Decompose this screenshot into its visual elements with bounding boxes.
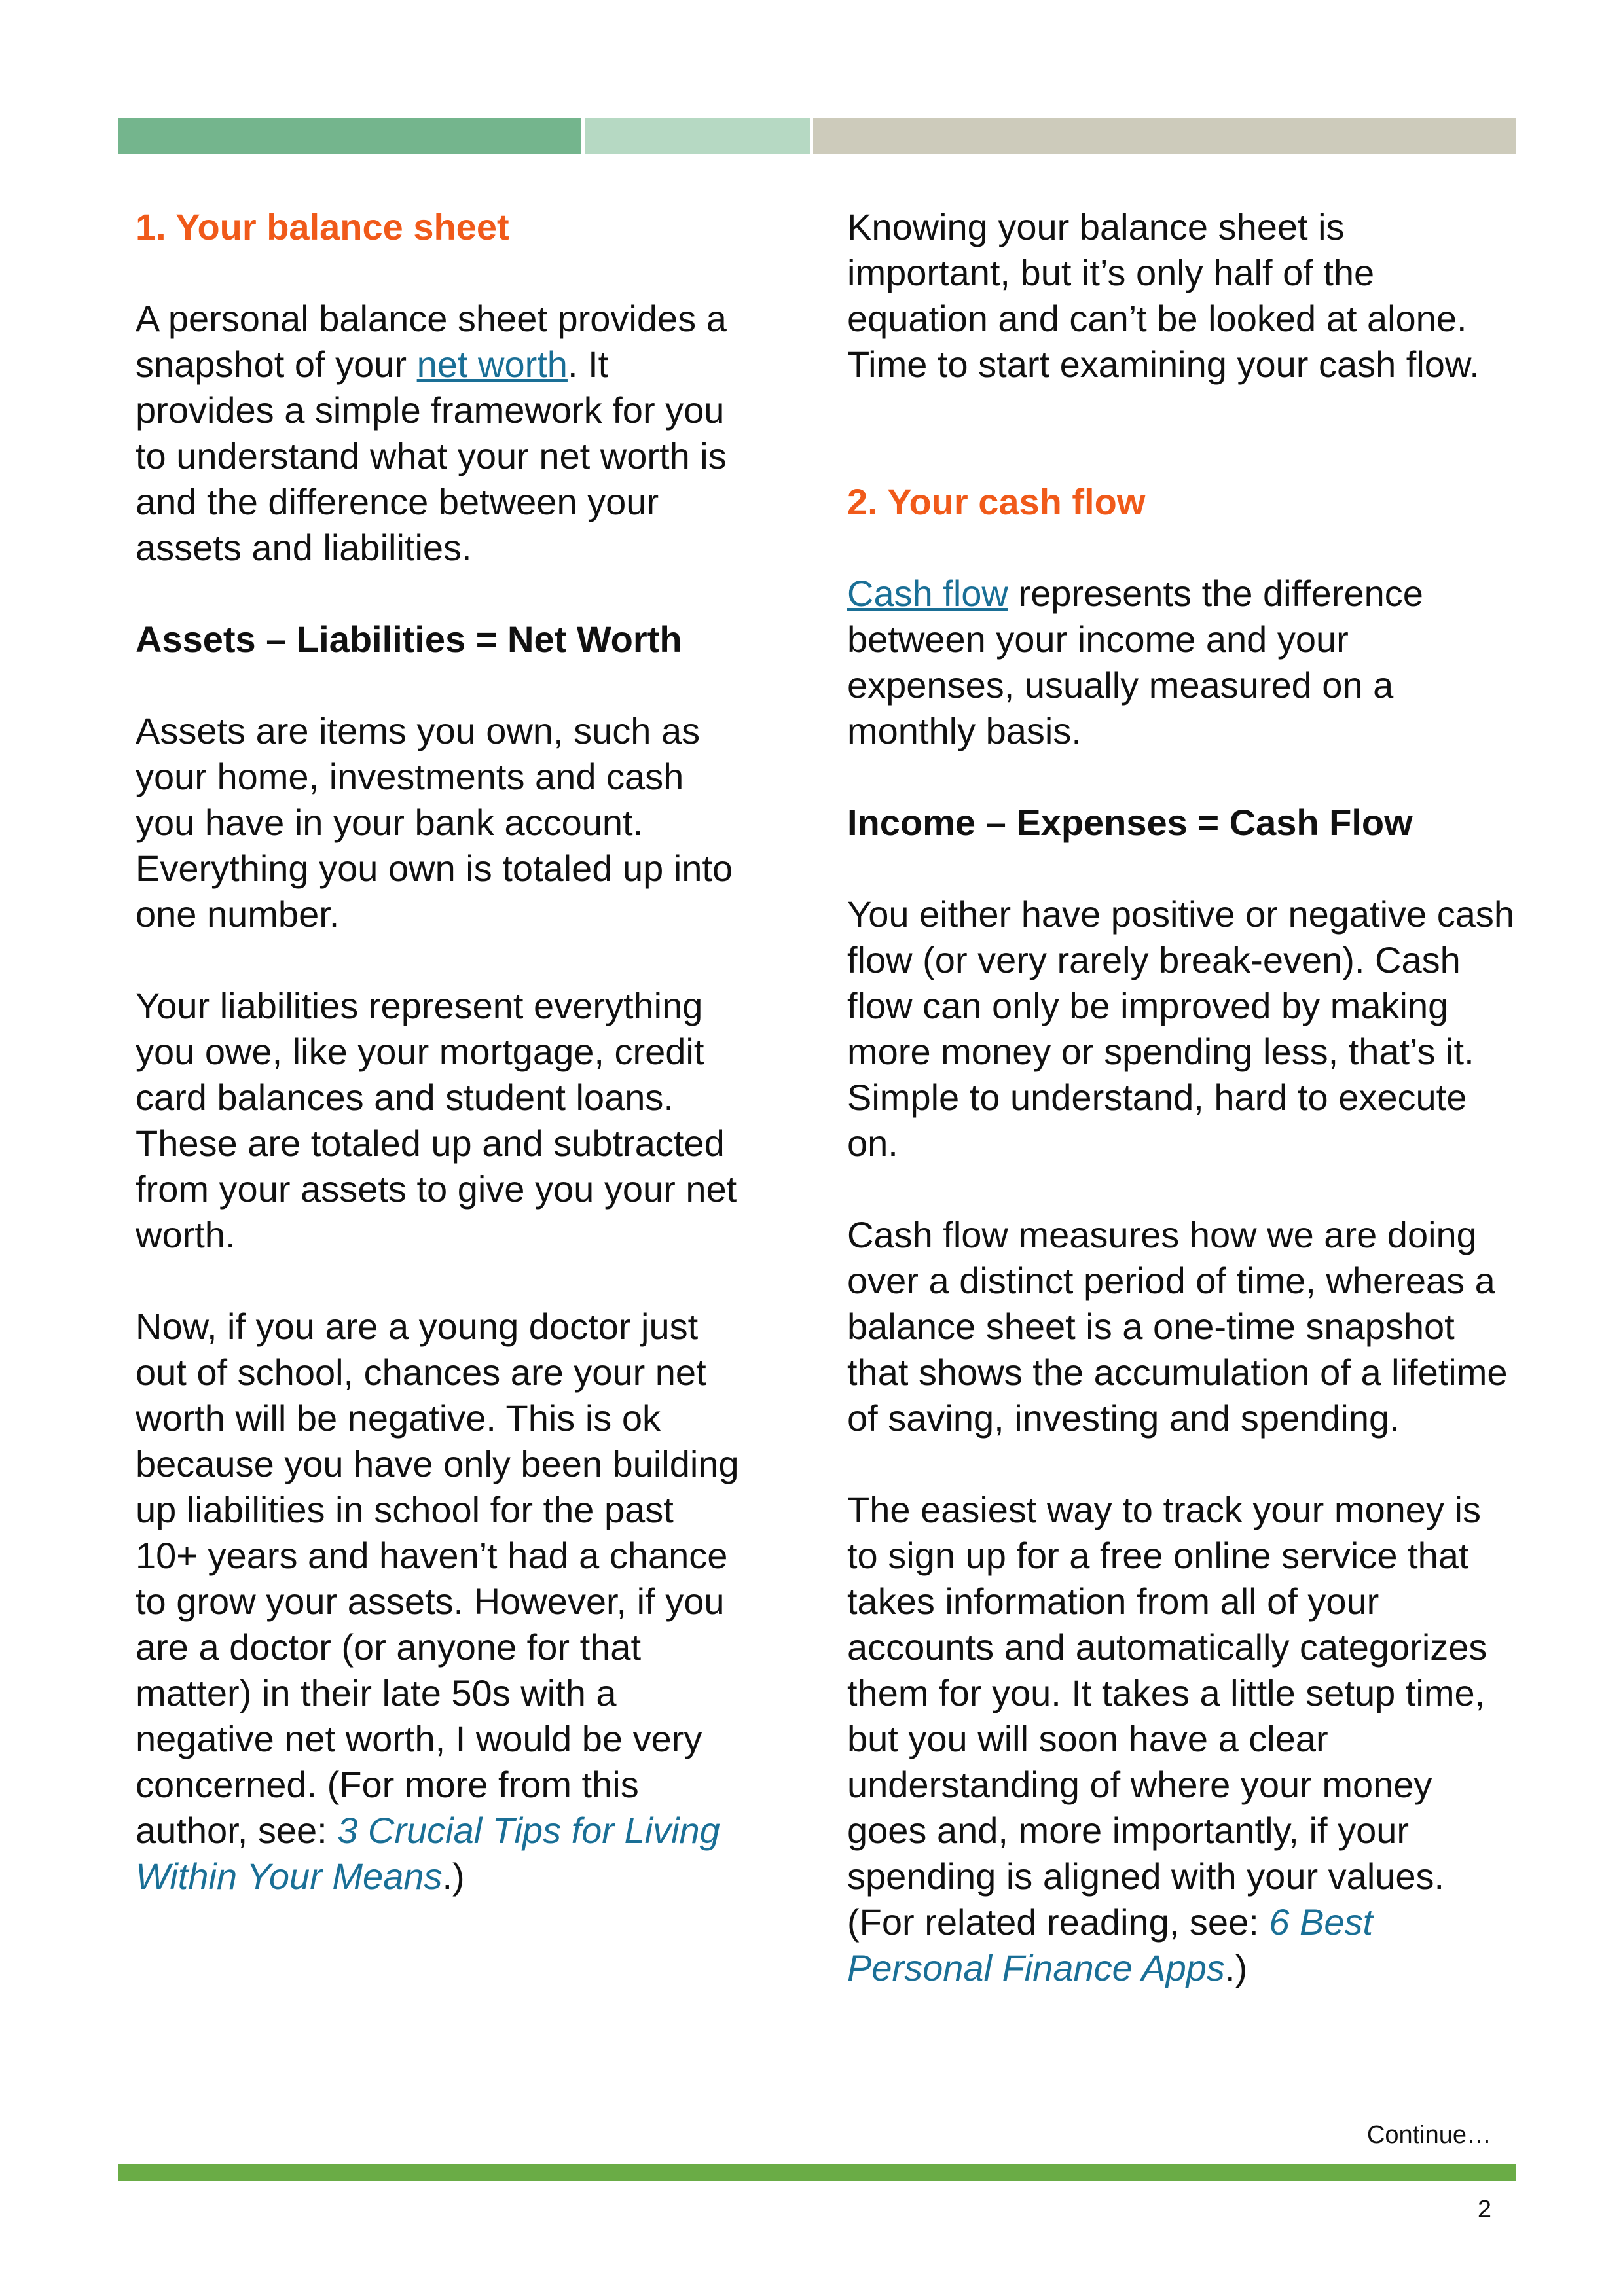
text-run: .) xyxy=(1224,1947,1248,1988)
continue-label: Continue… xyxy=(1366,2121,1491,2149)
link-crucial-tips[interactable]: 3 Crucial Tips for Living Within Your Means xyxy=(136,1810,720,1897)
text-run: . It provides a simple framework for you to understand what your net worth is and the difference between your assets and liabilities. xyxy=(136,344,727,568)
link-net-worth[interactable]: net worth xyxy=(416,344,568,385)
paragraph-assets: Assets are items you own, such as your home, investments and cash you have in your bank account. Everything you own is totaled up into one number. xyxy=(136,710,733,935)
link-cash-flow[interactable]: Cash flow xyxy=(847,573,1008,614)
paragraph-track-money xyxy=(847,1487,1515,1991)
paragraph-balance-sheet-intro xyxy=(136,296,744,571)
formula-cash-flow: Income – Expenses = Cash Flow xyxy=(847,802,1413,843)
text-run: .) xyxy=(442,1856,465,1897)
footer-divider xyxy=(118,2164,1516,2181)
paragraph-cash-flow-measures: Cash flow measures how we are doing over a distinct period of time, whereas a balance sheet is a one-time snapshot that shows the accumulation of a lifetime of saving, investing and spending. xyxy=(847,1214,1508,1439)
right-column xyxy=(847,204,1515,1991)
text-run: The easiest way to track your money is to sign up for a free online service that takes information from all of your accounts and automatically categorizes them for you. It takes a little setup time, but you will soon have a clear understanding of where your money goes and, more importantly, if your spending is aligned with your values. (For related reading, see: xyxy=(847,1489,1487,1943)
paragraph-liabilities: Your liabilities represent everything you owe, like your mortgage, credit card balances and student loans. These are totaled up and subtracted from your assets to give you your net worth. xyxy=(136,985,737,1255)
header-bar-light-green xyxy=(585,118,810,154)
text-run: Now, if you are a young doctor just out of school, chances are your net worth will be negative. This is ok because you have only been building up liabilities in school for the past 10+ years and haven’t had a chance to grow your assets. However, if you are a doctor (or anyone for that matter) in their late 50s with a negative net worth, I would be very concerned. (For more from this author, see: xyxy=(136,1306,739,1851)
formula-net-worth: Assets – Liabilities = Net Worth xyxy=(136,619,682,660)
header-bar-grey xyxy=(813,118,1516,154)
link-finance-apps[interactable]: 6 Best Personal Finance Apps xyxy=(847,1901,1374,1988)
paragraph-positive-negative: You either have positive or negative cash flow (or very rarely break-even). Cash flow can only be improved by making more money or spending less, that’s it. Simple to understand, hard to execute on. xyxy=(847,893,1515,1164)
header-bar-dark-green xyxy=(118,118,581,154)
paragraph-balance-sheet-half: Knowing your balance sheet is important, but it’s only half of the equation and can’t be looked at alone. Time to start examining your cash flow. xyxy=(847,206,1480,385)
paragraph-cash-flow-definition xyxy=(847,571,1515,754)
page-number: 2 xyxy=(1477,2196,1491,2223)
section-heading-balance-sheet: 1. Your balance sheet xyxy=(136,206,509,247)
text-run: represents the difference between your income and your expenses, usually measured on a monthly basis. xyxy=(847,573,1423,751)
left-column xyxy=(136,204,744,1899)
paragraph-young-doctor xyxy=(136,1304,744,1899)
text-run: A personal balance sheet provides a snapshot of your xyxy=(136,298,727,385)
section-heading-cash-flow: 2. Your cash flow xyxy=(847,481,1146,522)
